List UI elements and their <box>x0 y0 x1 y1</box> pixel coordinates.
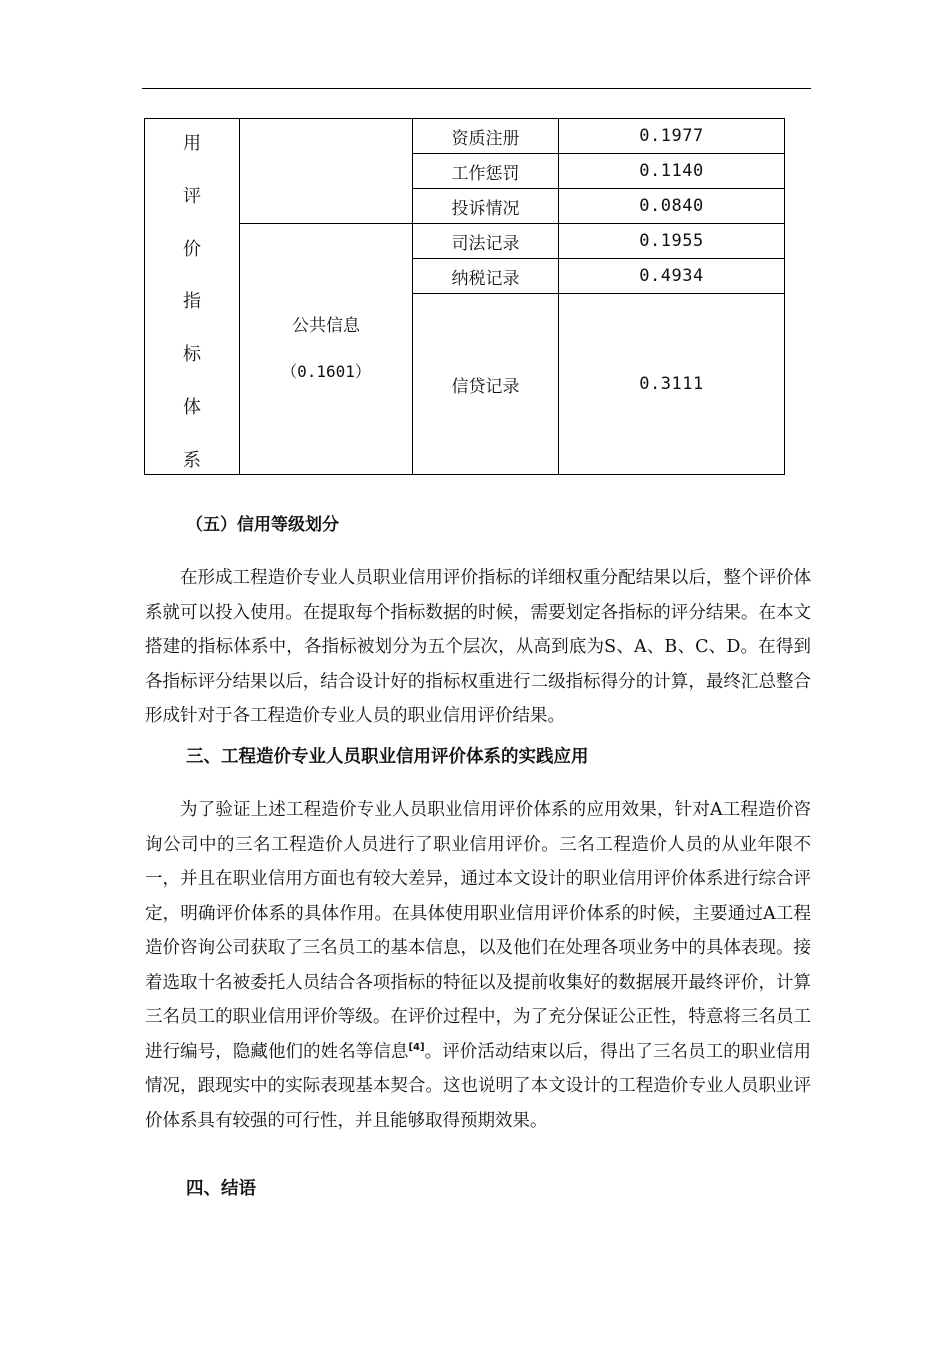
empty-group-cell <box>240 119 413 224</box>
section-title-practice: 三、工程造价专业人员职业信用评价体系的实践应用 <box>186 747 589 767</box>
citation-ref: [4] <box>408 1041 425 1053</box>
indicator-cell: 资质注册 <box>413 119 559 154</box>
group-name: 公共信息 <box>292 316 360 336</box>
indicator-cell: 纳税记录 <box>413 259 559 294</box>
indicator-cell: 投诉情况 <box>413 189 559 224</box>
weight-cell: 0.4934 <box>559 259 785 294</box>
vertical-label-char: 体 <box>183 397 201 419</box>
paragraph-practice <box>145 793 811 1138</box>
weight-cell: 0.0840 <box>559 189 785 224</box>
vertical-label-char: 标 <box>183 344 201 366</box>
vertical-label-char: 用 <box>183 133 201 154</box>
header-rule <box>142 88 811 89</box>
vertical-label-char: 系 <box>183 449 201 471</box>
vertical-label-char: 价 <box>183 238 201 260</box>
paragraph-grading: 在形成工程造价专业人员职业信用评价指标的详细权重分配结果以后，整个评价体系就可以投入使用。在提取每个指标数据的时候，需要划定各指标的评分结果。在本文搭建的指标体系中，各指标被划分为五个层次，从高到底为S、A、B、C、D。在得到各指标评分结果以后，结合设计好的指标权重进行二级指标得分的计算，最终汇总整合形成针对于各工程造价专业人员的职业信用评价结果。 <box>145 568 811 726</box>
weight-cell: 0.1977 <box>559 119 785 154</box>
paragraph-text: 。评价活动结束以后，得出了三名员工的职业信用情况，跟现实中的实际表现基本契合。这也说明了本文设计的工程造价专业人员职业评价体系具有较强的可行性，并且能够取得预期效果。 <box>145 1041 811 1131</box>
vertical-label-char: 评 <box>183 185 201 207</box>
weight-cell: 0.1140 <box>559 154 785 189</box>
indicator-cell: 司法记录 <box>413 224 559 259</box>
indicator-cell: 信贷记录 <box>413 294 559 475</box>
section-title-conclusion: 四、结语 <box>186 1179 256 1199</box>
paragraph-text: 为了验证上述工程造价专业人员职业信用评价体系的应用效果，针对A工程造价咨询公司中的三名工程造价人员进行了职业信用评价。三名工程造价人员的从业年限不一，并且在职业信用方面也有较大差异，通过本文设计的职业信用评价体系进行综合评定，明确评价体系的具体作用。在具体使用职业信用评价体系的时候，主要通过A工程造价咨询公司获取了三名员工的基本信息，以及他们在处理各项业务中的具体表现。接着选取十名被委托人员结合各项指标的特征以及提前收集好的数据展开最终评价，计算三名员工的职业信用评价等级。在评价过程中，为了充分保证公正性，特意将三名员工进行编号，隐藏他们的姓名等信息 <box>145 800 811 1062</box>
group-cell-public-info <box>240 224 413 475</box>
weight-cell: 0.3111 <box>559 294 785 475</box>
vertical-label <box>145 121 239 472</box>
weight-cell: 0.1955 <box>559 224 785 259</box>
group-weight: （0.1601） <box>281 362 371 381</box>
vertical-label-char: 指 <box>183 291 201 313</box>
vertical-label-cell <box>145 119 240 475</box>
subsection-title: （五）信用等级划分 <box>186 515 339 535</box>
index-weight-table <box>144 118 785 475</box>
indicator-cell: 工作惩罚 <box>413 154 559 189</box>
